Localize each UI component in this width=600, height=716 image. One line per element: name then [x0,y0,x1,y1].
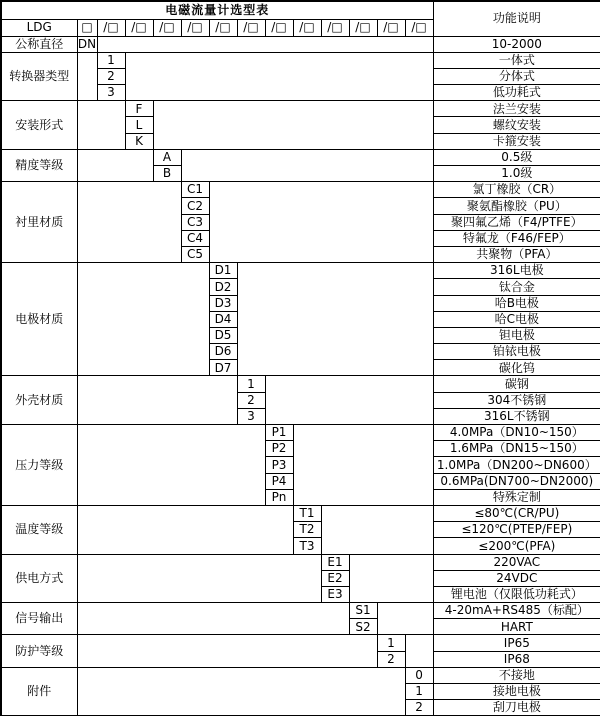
option-description-cell: 0.6MPa(DN700~DN2000) [433,473,600,489]
title-row [1,1,600,19]
option-description-cell: 锂电池（仅限低功耗式） [433,586,600,602]
option-description-cell: 特氟龙（F46/FEP） [433,230,600,246]
option-code-cell: T1 [293,505,321,521]
option-description-cell: 4.0MPa（DN10~150） [433,425,600,441]
table-row [1,182,600,198]
option-description-cell: 钽电极 [433,327,600,343]
table-row [1,149,600,165]
option-description-cell: ≤120℃(PTEP/FEP) [433,522,600,538]
option-description-cell: 分体式 [433,68,600,84]
option-code-cell: C5 [181,246,209,262]
category-label: 转换器类型 [1,52,77,101]
option-description-cell: 聚氨酯橡胶（PU） [433,198,600,214]
table-row [1,554,600,570]
option-description-cell: 哈B电极 [433,295,600,311]
table-row [1,52,600,68]
option-code-cell: T2 [293,522,321,538]
option-description-cell: 220VAC [433,554,600,570]
option-description-cell: 铂铱电极 [433,344,600,360]
option-description-cell: 接地电极 [433,684,600,700]
spacer-cell-left [77,263,209,376]
option-description-cell: 1.6MPa（DN15~150） [433,441,600,457]
category-label: 防护等级 [1,635,77,667]
option-description-cell: 一体式 [433,52,600,68]
option-code-cell: D2 [209,279,237,295]
table-row [1,603,600,619]
spacer-cell-left [77,667,405,716]
option-description-cell: 不接地 [433,667,600,683]
spacer-cell-left [77,603,349,635]
option-code-cell: P2 [265,441,293,457]
category-label: 精度等级 [1,149,77,181]
option-code-cell: 2 [237,392,265,408]
option-description-cell: IP68 [433,651,600,667]
option-description-cell: 刮刀电极 [433,700,600,716]
spacer-cell-left [77,101,125,150]
spacer-cell-left [77,554,321,603]
option-code-cell: E1 [321,554,349,570]
option-description-cell: 0.5级 [433,149,600,165]
option-description-cell: 10-2000 [433,36,600,52]
option-code-cell: D1 [209,263,237,279]
option-code-cell: E2 [321,570,349,586]
model-slot-cell: /□ [405,19,433,36]
model-slot-cell: /□ [237,19,265,36]
spacer-cell-right [321,505,433,554]
option-code-cell: D5 [209,327,237,343]
category-label: 供电方式 [1,554,77,603]
spacer-cell-right [293,425,433,506]
option-description-cell: 共聚物（PFA） [433,246,600,262]
option-code-cell: 1 [237,376,265,392]
table-row [1,667,600,683]
option-code-cell: 2 [405,700,433,716]
option-description-cell: 法兰安装 [433,101,600,117]
table-row [1,425,600,441]
option-description-cell: 316L电极 [433,263,600,279]
spacer-cell-right [97,36,433,52]
spacer-cell-right [237,263,433,376]
option-code-cell: 3 [237,408,265,424]
model-slot-cell: /□ [321,19,349,36]
option-code-cell: DN [77,36,97,51]
option-description-cell: 螺纹安装 [433,117,600,133]
model-slot-cell: /□ [293,19,321,36]
option-description-cell: 特殊定制 [433,489,600,505]
option-description-cell: ≤80℃(CR/PU) [433,505,600,521]
spacer-cell-right [349,554,433,603]
table-row [1,635,600,651]
option-code-cell: L [125,117,153,133]
option-description-cell: ≤200℃(PFA) [433,538,600,554]
category-label: 外壳材质 [1,376,77,425]
option-code-cell: S1 [349,603,377,619]
option-description-cell: 1.0级 [433,166,600,182]
option-description-cell: 卡箍安装 [433,133,600,149]
spacer-cell-right [125,52,433,101]
table-row [1,36,600,52]
spacer-cell-left [77,505,293,554]
option-code-cell: 1 [405,684,433,700]
category-label: 安装形式 [1,101,77,150]
option-code-cell: 1 [377,635,405,651]
option-description-cell: 316L不锈钢 [433,408,600,424]
option-description-cell: 低功耗式 [433,85,600,101]
model-box-cell: □ [77,19,97,36]
option-code-cell: 2 [97,68,125,84]
option-description-cell: 1.0MPa（DN200~DN600） [433,457,600,473]
option-code-cell: F [125,101,153,117]
spacer-cell-right [153,101,433,150]
model-slot-cell: /□ [153,19,181,36]
model-slot-cell: /□ [125,19,153,36]
option-code-cell: D7 [209,360,237,376]
spacer-cell-right [209,182,433,263]
option-description-cell: 氯丁橡胶（CR） [433,182,600,198]
spacer-cell-right [181,149,433,181]
option-code-cell: A [153,149,181,165]
option-description-cell: 碳钢 [433,376,600,392]
option-code-cell: S2 [349,619,377,635]
category-label: 衬里材质 [1,182,77,263]
option-code-cell: K [125,133,153,149]
model-slot-cell: /□ [377,19,405,36]
option-description-cell: 钛合金 [433,279,600,295]
model-slot-cell: /□ [181,19,209,36]
option-code-cell: C3 [181,214,209,230]
option-code-cell: Pn [265,489,293,505]
spacer-cell-right [265,376,433,425]
option-description-cell: 4-20mA+RS485（标配） [433,603,600,619]
option-code-cell: C2 [181,198,209,214]
option-description-cell: 304不锈钢 [433,392,600,408]
category-label: 信号输出 [1,603,77,635]
option-code-cell: C1 [181,182,209,198]
category-label: 公称直径 [1,36,77,52]
option-code-cell: T3 [293,538,321,554]
model-prefix-label: LDG [1,19,77,36]
option-code-cell: P3 [265,457,293,473]
option-code-cell: 0 [405,667,433,683]
table-row [1,101,600,117]
option-code-cell: C4 [181,230,209,246]
option-code-cell: E3 [321,586,349,602]
spacer-cell-left [77,182,181,263]
category-label: 附件 [1,667,77,716]
option-code-cell: B [153,166,181,182]
category-label: 电极材质 [1,263,77,376]
spacer-cell-left [77,149,153,181]
table-row [1,263,600,279]
option-code-cell: 1 [97,52,125,68]
table-row [1,505,600,521]
option-code-cell: P1 [265,425,293,441]
option-description-cell: 哈C电极 [433,311,600,327]
option-description-cell: HART [433,619,600,635]
model-slot-cell: /□ [349,19,377,36]
model-slot-cell: /□ [209,19,237,36]
spacer-cell-left [77,635,377,667]
category-label: 温度等级 [1,505,77,554]
option-code-cell: D4 [209,311,237,327]
option-code-cell: 3 [97,85,125,101]
option-code-cell: 2 [377,651,405,667]
spacer-cell-left [77,425,265,506]
category-label: 压力等级 [1,425,77,506]
table-row [1,376,600,392]
option-description-cell: 聚四氟乙烯（F4/PTFE） [433,214,600,230]
model-slot-cell: /□ [265,19,293,36]
spacer-cell-left [77,376,237,425]
model-slot-cell: /□ [97,19,125,36]
option-code-cell: D3 [209,295,237,311]
option-description-cell: 碳化钨 [433,360,600,376]
option-code-cell: P4 [265,473,293,489]
function-column-header: 功能说明 [433,1,600,36]
option-description-cell: 24VDC [433,570,600,586]
spacer-cell-right [377,603,433,635]
option-code-cell: D6 [209,344,237,360]
option-description-cell: IP65 [433,635,600,651]
page-title: 电磁流量计选型表 [1,1,433,19]
spacer-cell-right [405,635,433,667]
spacer-cell-left [77,52,97,101]
